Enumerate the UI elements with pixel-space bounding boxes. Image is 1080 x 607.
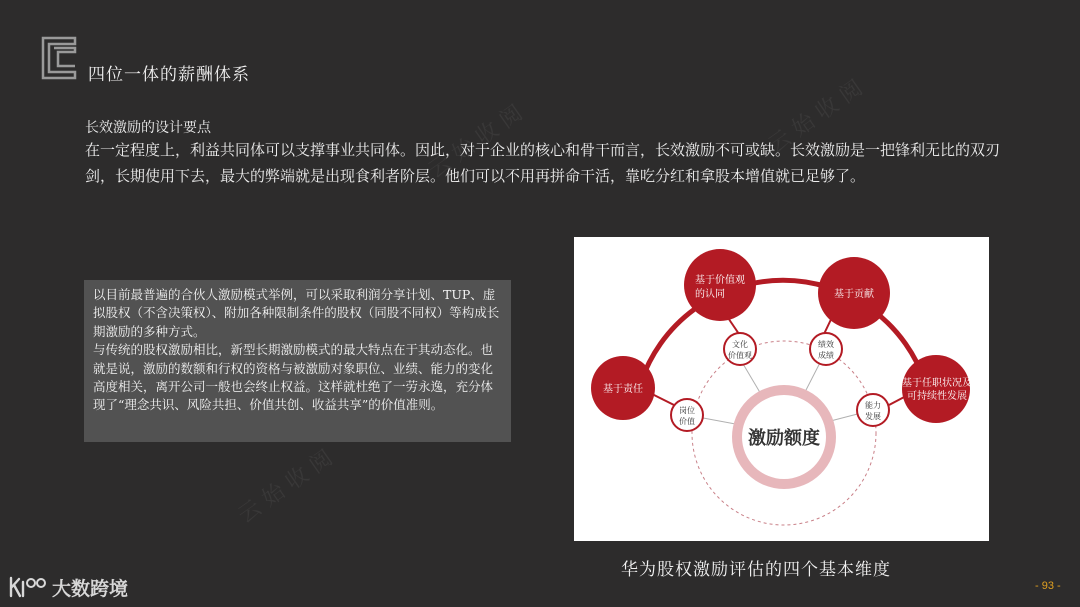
node-values-label-1: 基于价值观 <box>695 275 745 286</box>
center-label: 激励额度 <box>748 428 820 449</box>
node-responsibility-label: 基于责任 <box>603 384 643 395</box>
note-paragraph-2: 与传统的股权激励相比，新型长期激励模式的最大特点在于其动态化。也就是说，激励的数额和行权的资格与被激励对象职位、业绩、能力的变化高度相关，离开公司一般也会终止权益。这样就杜绝了一劳永逸，充分体现了“理念共识、风险共担、价值共创、收益共享”的价值准则。 <box>93 342 494 413</box>
brand-name: 大数跨境 <box>52 577 129 600</box>
diagram-caption: 华为股权激励评估的四个基本维度 <box>621 560 891 580</box>
node-contribution-label: 基于贡献 <box>834 289 874 300</box>
watermark: 云 始 收 阅 <box>233 445 338 529</box>
node-status-label-2: 可持续性发展 <box>907 391 967 402</box>
k100-logo-icon <box>8 574 48 600</box>
page-number: - 93 - <box>1035 580 1061 592</box>
node-position <box>671 399 703 431</box>
node-performance-label-1: 绩效 <box>818 340 834 349</box>
node-culture <box>724 333 756 365</box>
node-culture-label-1: 文化 <box>732 340 748 349</box>
body-paragraph: 在一定程度上，利益共同体可以支撑事业共同体。因此，对于企业的核心和骨干而言，长效激励不可或缺。长效激励是一把锋利无比的双刃剑，长期使用下去，最大的弊端就是出现食利者阶层。他们可以不用再拼命干活，靠吃分红和拿股本增值就已足够了。 <box>85 141 1001 185</box>
node-ability-label-2: 发展 <box>865 412 881 421</box>
node-position-label-2: 价值 <box>679 417 695 426</box>
note-paragraph-1: 以目前最普遍的合伙人激励模式举例，可以采取利润分享计划、TUP、虚拟股权（不含决策权）、附加各种限制条件的股权（同股不同权）等构成长期激励的多种方式。 <box>93 287 500 339</box>
watermark: 云 始 收 阅 <box>763 75 868 159</box>
node-ability <box>857 394 889 426</box>
node-performance-label-2: 成绩 <box>818 351 834 360</box>
slide-title: 四位一体的薪酬体系 <box>88 65 250 85</box>
brand <box>8 574 128 600</box>
node-ability-label-1: 能力 <box>865 401 881 410</box>
section-heading: 长效激励的设计要点 <box>85 120 211 136</box>
node-status <box>902 355 970 423</box>
node-position-label-1: 岗位 <box>679 406 695 415</box>
node-performance <box>810 333 842 365</box>
watermark: 云 始 收 阅 <box>423 100 528 184</box>
node-status-label-1: 基于任职状况及 <box>902 378 972 389</box>
incentive-diagram <box>574 237 989 541</box>
corner-frame-icon <box>41 36 85 80</box>
note-box <box>84 280 511 442</box>
node-values-label-2: 的认同 <box>695 289 725 300</box>
node-culture-label-2: 价值观 <box>728 351 752 360</box>
